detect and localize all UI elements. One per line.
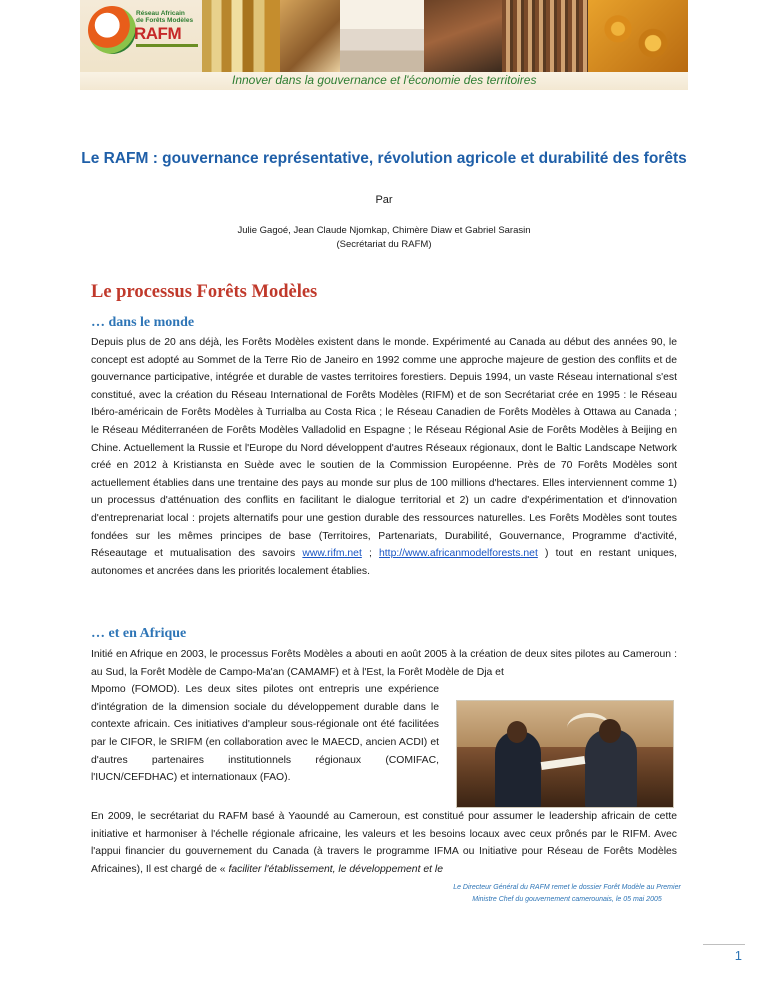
handover-photo [456, 700, 674, 808]
photo-caption: Le Directeur Général du RAFM remet le dossier Forêt Modèle au Premier Ministre Chef du gouvernement camerounais, le 05 mai 2005 [453, 884, 681, 903]
paragraph-world [91, 334, 677, 580]
logo-name: RAFM [134, 24, 182, 43]
authors-block [0, 224, 768, 252]
banner-tagline: Innover dans la gouvernance et l'économie des territoires [232, 73, 537, 87]
logo-emblem-icon [88, 6, 136, 54]
subsection-heading-world: … dans le monde [91, 315, 195, 330]
paragraph-world-text: Depuis plus de 20 ans déjà, les Forêts Modèles existent dans le monde. Expérimenté au Canada au début des années 90, le concept est adopté au Sommet de la Terre Rio de Janeiro en 1992 comme une approche majeure de gestion des conflits et de gouvernance participative, intégrée et durable de vastes territoires forestiers. Depuis 1994, un vaste Réseau international s'est constitué, avec la création du Réseau International de Forêts Modèles (RIFM) et de son Secrétariat crée en 1995 : le Réseau Ibéro-américain de Forêts Modèles à Turrialba au Costa Rica ; le Réseau Canadien de Forêts Modèles à Ottawa au Canada ; le Réseau Méditerranéen de Forêts Modèles Valladolid en Espagne ; le Réseau Régional Asie de Forêts Modèles à Beijing en Chine. Actuellement la Russie et l'Europe du Nord développent d'autres Réseaux régionaux, dont le Baltic Landscape Network créé en 2012 à Kristiansta en Suède avec le soutien de la Commission Européenne. Près de 70 Forêts Modèles sont actuellement établies dans une trentaine des pays au monde sur plus de 100 millions d'hectares. Elles interviennent comme 1) un processus d'atténuation des conflits en facilitant le dialogue territorial et 2) un cadre d'expérimentation et d'innovation d'entreprenariat local : projets alternatifs pour une gestion durable des ressources naturelles. Les Forêts Modèles sont toutes fondées sur les mêmes principes de base (Territoires, Partenariats, Durabilité, Gouvernance, Programme d'activité, Réseautage et mutualisation des savoirs [91, 337, 677, 560]
logo-line-1: Réseau Africain [136, 10, 185, 17]
logo-underline [136, 44, 198, 47]
section-heading: Le processus Forêts Modèles [91, 282, 318, 302]
banner-photo-woman [424, 0, 502, 72]
paragraph-rafm-2009-italic: faciliter l'établissement, le développement et le [228, 863, 443, 875]
paragraph-rafm-2009 [91, 808, 677, 878]
paragraph-africa-wrap: Mpomo (FOMOD). Les deux sites pilotes ont entrepris une expérience d'intégration de la dimension sociale du développement durable dans le contexte africain. Ces initiatives d'ampleur sous-régionale ont été facilitées par le CIFOR, le SRIFM (en collaboration avec le MAECD, ancien ACDI) et d'autres partenaires institutionnels régionaux (COMIFAC, l'IUCN/CEFDHAC) et internationaux (FAO). [91, 684, 439, 784]
author-affiliation: (Secrétariat du RAFM) [336, 239, 432, 250]
banner-photo-workers [340, 0, 424, 72]
by-line: Par [375, 194, 393, 206]
banner-photo-crafts [502, 0, 588, 72]
banner-photo-strip [202, 0, 688, 72]
link-separator: ; [361, 548, 380, 560]
header-banner [80, 0, 688, 90]
paragraph-africa-text: Initié en Afrique en 2003, le processus Forêts Modèles a abouti en août 2005 à la création de deux sites pilotes au Cameroun : au Sud, la Forêt Modèle de Campo-Ma'an (CAMAMF) et à l'Est, la Forêt Modèle de Dja et [91, 649, 677, 678]
paragraph-world-tail: ) tout en restant uniques, autonomes et ancrées dans les priorités localement établies. [91, 548, 677, 577]
banner-photo-bottles [202, 0, 280, 72]
page-number-rule [703, 944, 745, 945]
subsection-heading-africa: … et en Afrique [91, 626, 187, 641]
logo-line-2: de Forêts Modèles [136, 17, 194, 24]
rafm-logo [88, 4, 198, 66]
link-rifm[interactable]: www.rifm.net [302, 548, 362, 560]
author-names: Julie Gagoé, Jean Claude Njomkap, Chimère Diaw et Gabriel Sarasin [237, 225, 531, 236]
page-number: 1 [734, 948, 742, 963]
document-icon [541, 756, 586, 770]
link-africanmodelforests[interactable]: http://www.africanmodelforests.net [379, 548, 538, 560]
document-title: Le RAFM : gouvernance représentative, révolution agricole et durabilité des forêts [81, 150, 687, 167]
paragraph-rafm-2009-text: En 2009, le secrétariat du RAFM basé à Yaoundé au Cameroun, est constitué pour assumer le leadership africain de cette initiative et harmoniser à l'échelle régionale africaine, les valeurs et les besoins locaux avec ceux prônés par le RIFM. Avec l'appui financier du gouvernement du Canada (à travers le programme IFMA ou Initiative pour Réseau de Forêts Modèles Africaines), Il est chargé de « [91, 811, 677, 875]
banner-photo-grains [588, 0, 688, 72]
banner-photo-products [280, 0, 340, 72]
